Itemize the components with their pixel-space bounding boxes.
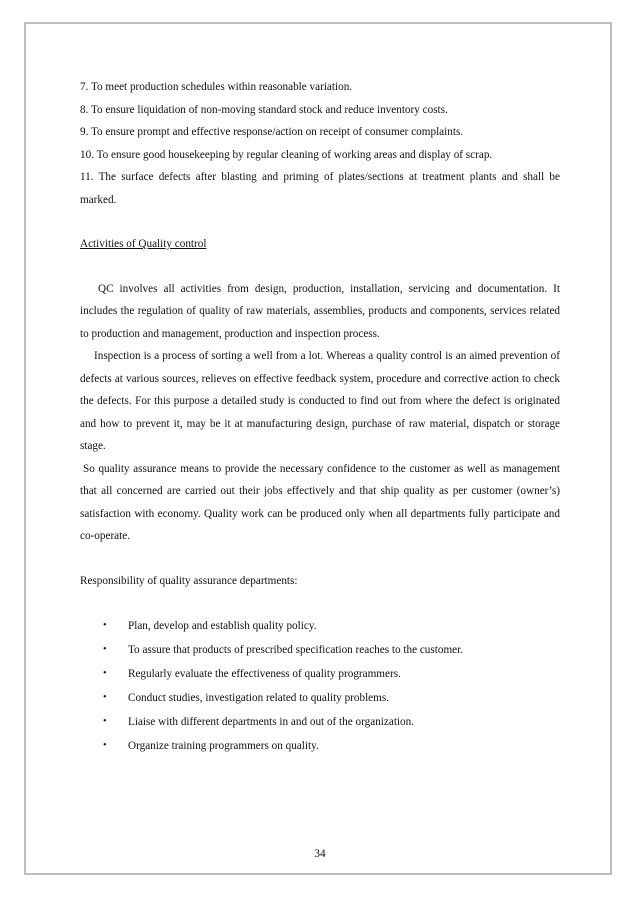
list-item: 7. To meet production schedules within reasonable variation. (80, 81, 353, 93)
bullet-item: • Regularly evaluate the effectiveness of quality programmers. (80, 662, 560, 686)
list-item: 8. To ensure liquidation of non-moving standard stock and reduce inventory costs. (80, 103, 448, 116)
list-item: 10. To ensure good housekeeping by regular cleaning of working areas and display of scrap. (80, 148, 493, 161)
bullet-list (80, 614, 560, 758)
page-content (80, 76, 560, 758)
paragraph: QC involves all activities from design, production, installation, servicing and documentation. It includes the regulation of quality of raw materials, assemblies, products and components, services related to production and management, production and inspection process. (80, 282, 560, 340)
document-page (24, 22, 612, 875)
section-heading: Activities of Quality control (80, 238, 207, 250)
bullet-icon: • (103, 620, 107, 631)
bullet-item: • Organize training programmers on quality. (80, 734, 560, 758)
paragraph: Inspection is a process of sorting a well from a lot. Whereas a quality control is an aimed prevention of defects at various sources, relieves on effective feedback system, procedure and corrective action to check the defects. For this purpose a detailed study is conducted to find out from where the defect is originated and how to prevent it, may be it at manufacturing design, purchase of raw material, dispatch or storage stage. (80, 350, 560, 452)
bullet-item: • To assure that products of prescribed specification reaches to the customer. (80, 638, 560, 662)
bullet-icon: • (103, 644, 107, 655)
bullet-item: • Conduct studies, investigation related to quality problems. (80, 686, 560, 710)
bullet-icon: • (103, 716, 107, 727)
bullet-item: • Plan, develop and establish quality policy. (80, 614, 560, 638)
list-item: 11. The surface defects after blasting and priming of plates/sections at treatment plants and shall be marked. (80, 171, 560, 206)
bullet-item: • Liaise with different departments in and out of the organization. (80, 710, 560, 734)
list-item: 9. To ensure prompt and effective response/action on receipt of consumer complaints. (80, 126, 464, 138)
paragraph: So quality assurance means to provide the necessary confidence to the customer as well as management that all concerned are carried out their jobs effectively and that ship quality as per customer (owner’s) satisfaction with economy. Quality work can be produced only when all departments fully participate and co-operate. (80, 462, 560, 542)
bullet-icon: • (103, 740, 107, 751)
bullet-icon: • (103, 668, 107, 679)
bullet-icon: • (103, 692, 107, 703)
responsibility-heading: Responsibility of quality assurance departments: (80, 574, 298, 587)
page-number: 34 (314, 848, 326, 860)
